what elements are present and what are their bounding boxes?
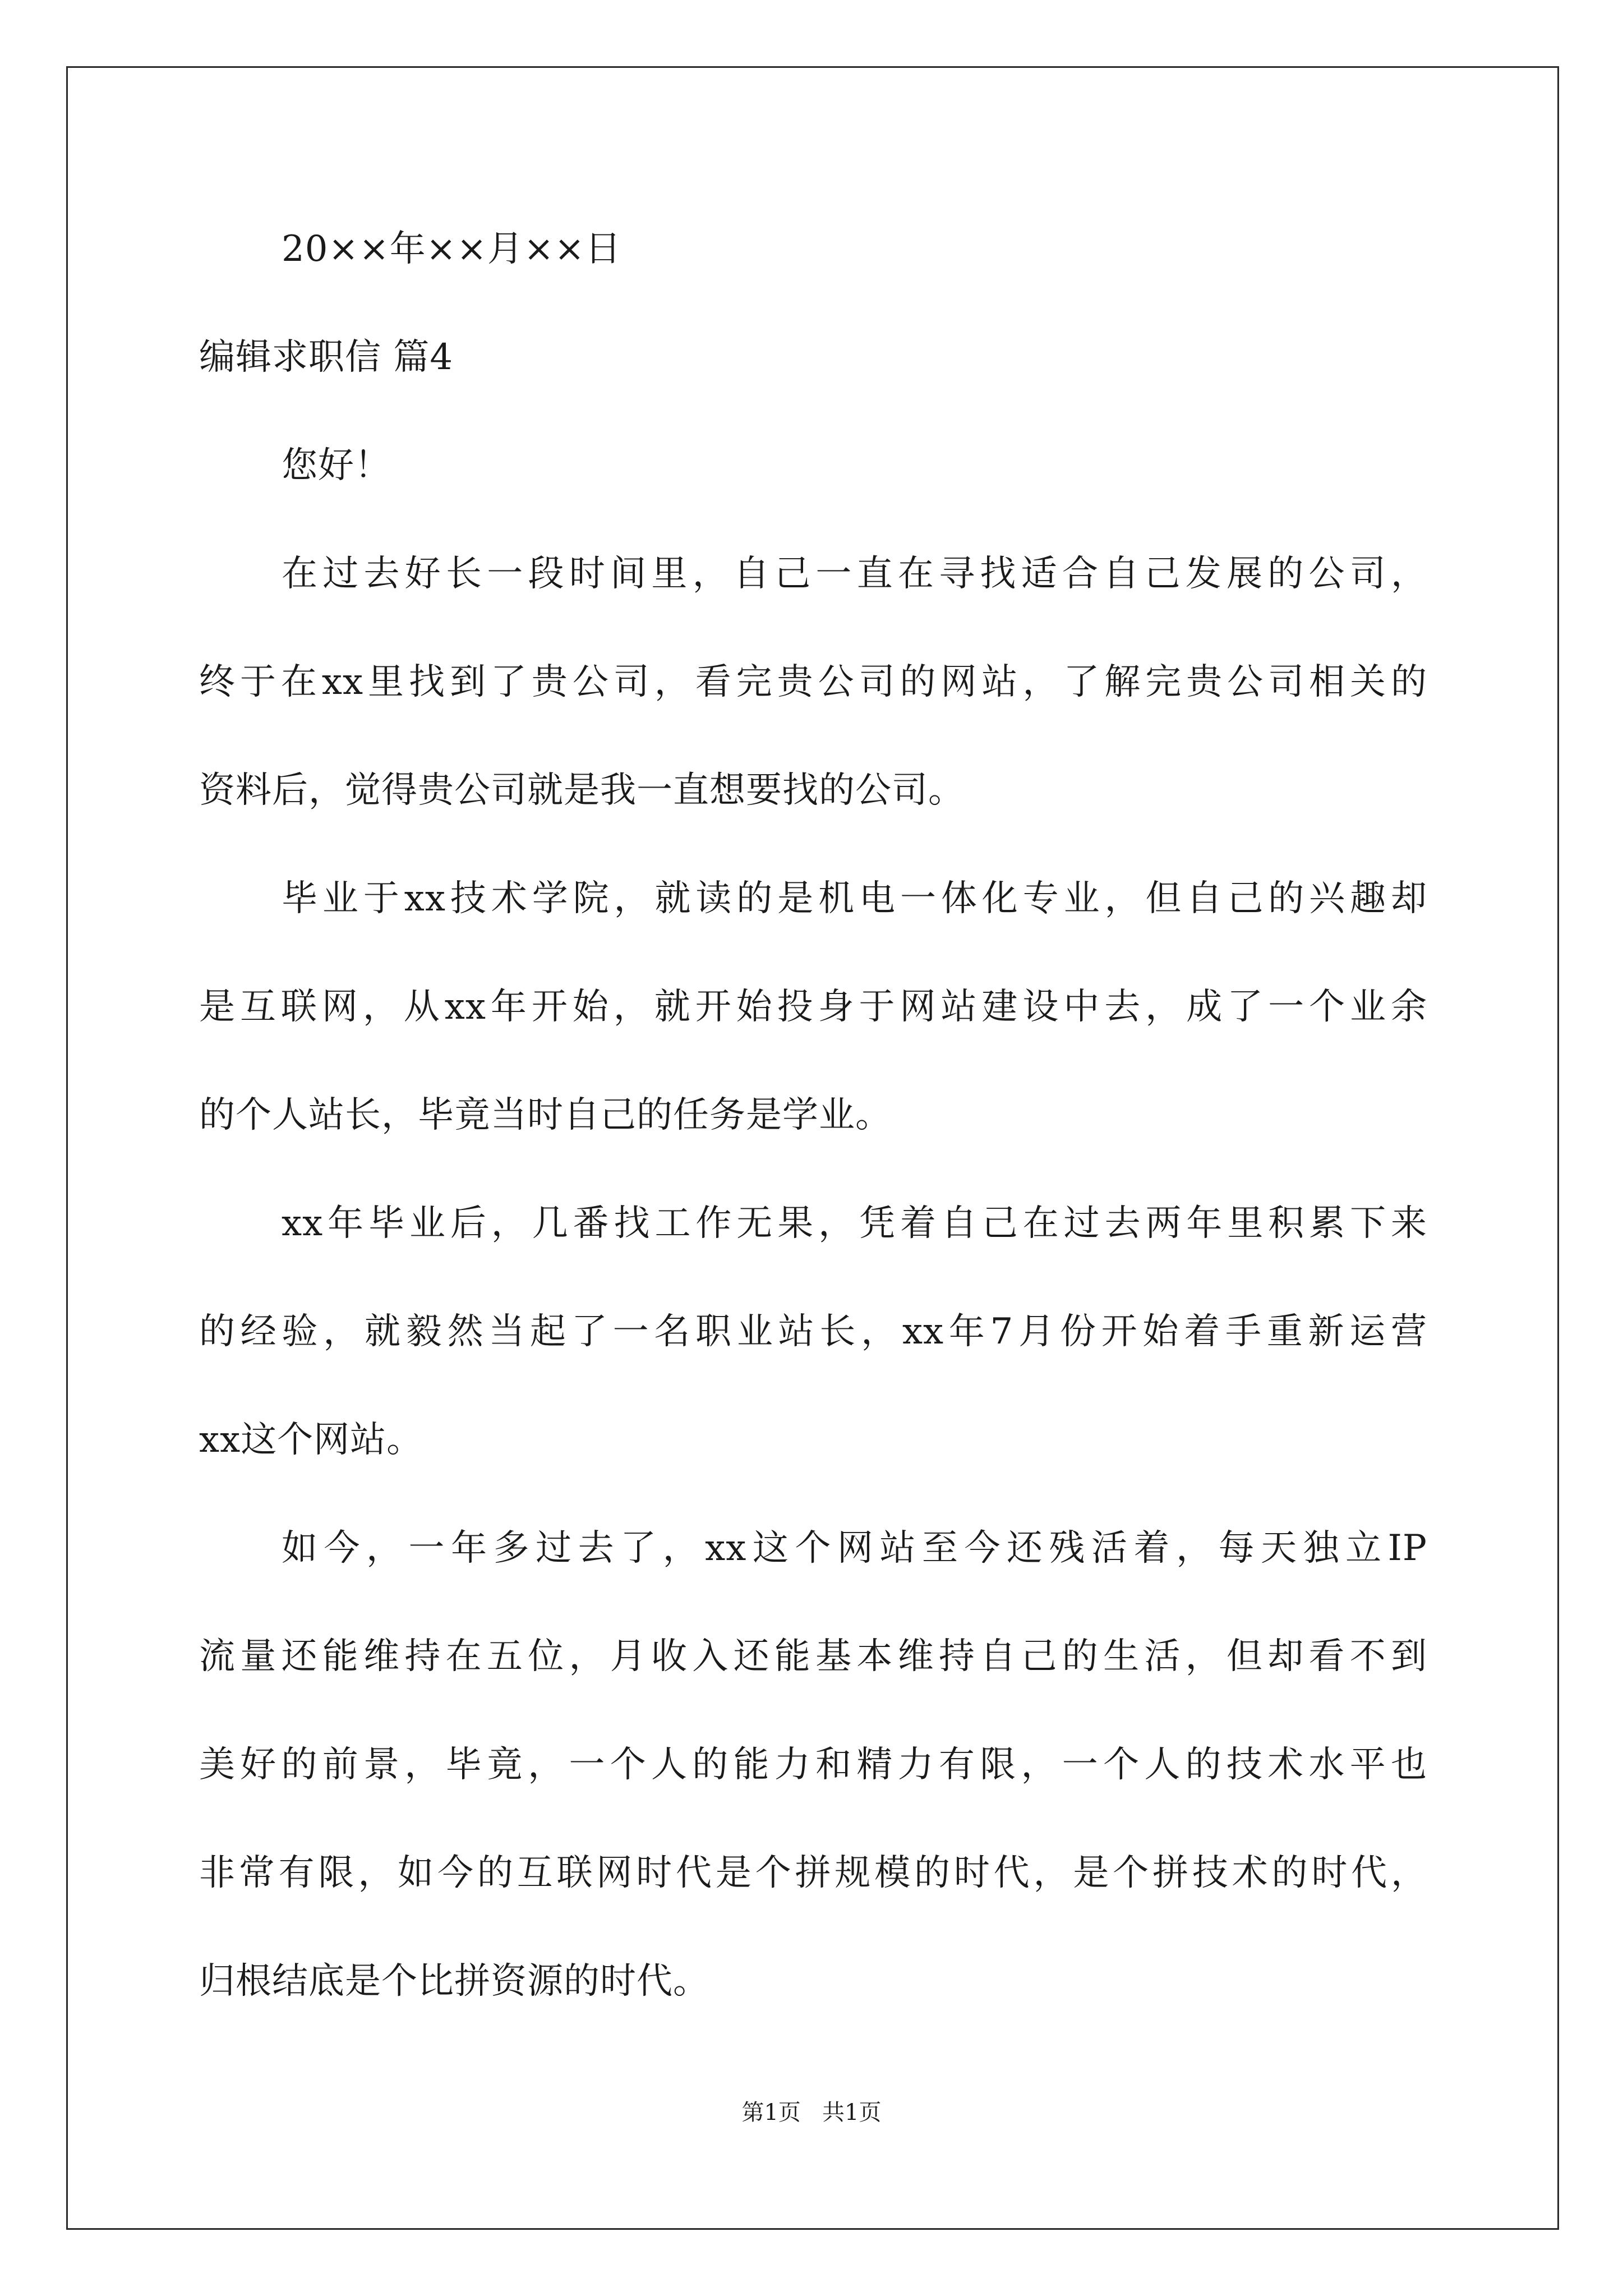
paragraph-line: 毕业于xx技术学院，就读的是机电一体化专业，但自己的兴趣却 — [282, 878, 1427, 919]
letter-heading: 编辑求职信 篇4 — [199, 337, 454, 378]
paragraph-line: 终于在xx里找到了贵公司，看完贵公司的网站，了解完贵公司相关的 — [199, 661, 1427, 703]
paragraph-line: 归根结底是个比拼资源的时代。 — [199, 1961, 709, 2002]
paragraph-line: 是互联网，从xx年开始，就开始投身于网站建设中去，成了一个业余 — [199, 986, 1427, 1028]
paragraph-line: 的个人站长，毕竟当时自己的任务是学业。 — [199, 1094, 892, 1136]
paragraph-line: 在过去好长一段时间里，自己一直在寻找适合自己发展的公司， — [282, 553, 1427, 595]
paragraph-line: xx这个网站。 — [199, 1419, 423, 1461]
date-line: 20××年××月××日 — [282, 228, 622, 270]
paragraph-line: 美好的前景，毕竟，一个人的能力和精力有限，一个人的技术水平也 — [199, 1744, 1427, 1786]
paragraph-line: 流量还能维持在五位，月收入还能基本维持自己的生活，但却看不到 — [199, 1636, 1427, 1677]
greeting: 您好！ — [282, 445, 391, 486]
page-border — [66, 66, 1559, 2230]
paragraph-line: 非常有限，如今的互联网时代是个拼规模的时代，是个拼技术的时代， — [199, 1852, 1427, 1894]
page-footer: 第1页 共1页 — [741, 2100, 882, 2125]
paragraph-line: 资料后，觉得贵公司就是我一直想要找的公司。 — [199, 770, 965, 811]
paragraph-line: xx年毕业后，几番找工作无果，凭着自己在过去两年里积累下来 — [282, 1203, 1427, 1244]
paragraph-line: 如今，一年多过去了，xx这个网站至今还残活着，每天独立IP — [282, 1527, 1427, 1569]
paragraph-line: 的经验，就毅然当起了一名职业站长，xx年7月份开始着手重新运营 — [199, 1311, 1427, 1352]
